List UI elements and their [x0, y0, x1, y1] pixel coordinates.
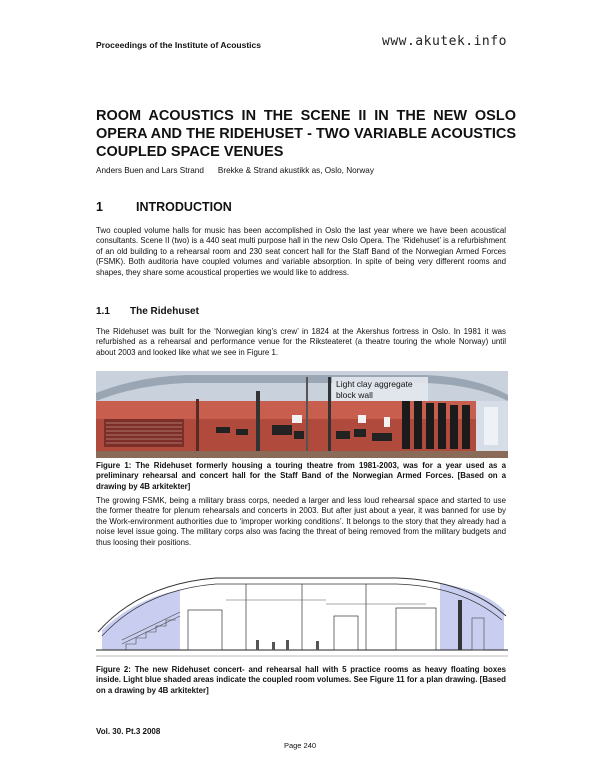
ridehuset-paragraph-2: The growing FSMK, being a military brass corps, needed a larger and less loud rehearsal space and started to use the former theatre for plenum rehearsals and concerts in 2003. But after just about a year, it was banned for use by the Work-environment authorities due to ‘improper working conditions’. It belongs to the story that they already had a noise level issue going. The military corps also was facing the threat of being removed from the military budgets and thus loosing their positions.	[96, 496, 506, 547]
affiliation: Brekke & Strand akustikk as, Oslo, Norway	[217, 166, 374, 175]
ridehuset-paragraph-1: The Ridehuset was built for the ‘Norwegian king’s crew’ in 1824 at the Akershus fortress in Oslo. In 1981 it was refurbished as a rehearsal and performance venue for the Riksteateret (a theatre touring the whole Norway) until about 2003 and looked like what we see in Figure 1.	[96, 327, 506, 357]
figure-1-label: Light clay aggregate block wall	[336, 379, 413, 400]
figure-2-caption: Figure 2: The new Ridehuset concert- and rehearsal hall with 5 practice rooms as heavy floating boxes inside. Light blue shaded areas indicate the coupled room volumes. See Figure 11 for a plan drawing. [Based on a drawing by 4B arkitekter]	[96, 665, 506, 695]
paper-title: ROOM ACOUSTICS IN THE SCENE II IN THE NEW OSLO OPERA AND THE RIDEHUSET - TWO VARIABLE ACOUSTICS COUPLED SPACE VENUES	[96, 108, 516, 160]
page-number: Page 240	[283, 741, 317, 750]
figure-1-drawing	[96, 371, 508, 458]
figure-2-drawing	[96, 570, 508, 663]
section-1-number: 1	[96, 200, 103, 214]
section-1-heading	[96, 200, 232, 214]
figure-1-caption: Figure 1: The Ridehuset formerly housing a touring theatre from 1981-2003, was for a year used as a preliminary rehearsal and concert hall for the Staff Band of the Norwegian Armed Forces. [Based on a drawing by 4B arkitekter]	[96, 461, 506, 491]
intro-paragraph: Two coupled volume halls for music has been accomplished in Oslo the last year where we have been acoustical consultants. Scene II (two) is a 440 seat multi purpose hall in the new Oslo Opera. The ‘Ridehuset’ is a refurbishment of an old building to a rehearsal room and 230 seat concert hall for the Staff Band of the Norwegian Armed Forces (FSMK). Both auditoria have coupled volumes and variable absorption. In spite of being very different rooms and shapes, they share some acoustical properties we would like to address.	[96, 226, 506, 277]
authors-line	[96, 166, 374, 175]
section-1-1-title: The Ridehuset	[130, 306, 199, 317]
authors: Anders Buen and Lars Strand	[96, 166, 204, 175]
section-1-1-heading	[96, 306, 199, 317]
section-1-title: INTRODUCTION	[136, 200, 232, 214]
figure-2-svg	[96, 570, 508, 663]
section-1-1-number: 1.1	[96, 306, 110, 317]
proceedings-header: Proceedings of the Institute of Acoustics	[96, 40, 261, 50]
website-header[interactable]: www.akutek.info	[382, 34, 507, 49]
figure-1-svg	[96, 371, 508, 458]
volume-footer: Vol. 30. Pt.3 2008	[96, 727, 161, 736]
